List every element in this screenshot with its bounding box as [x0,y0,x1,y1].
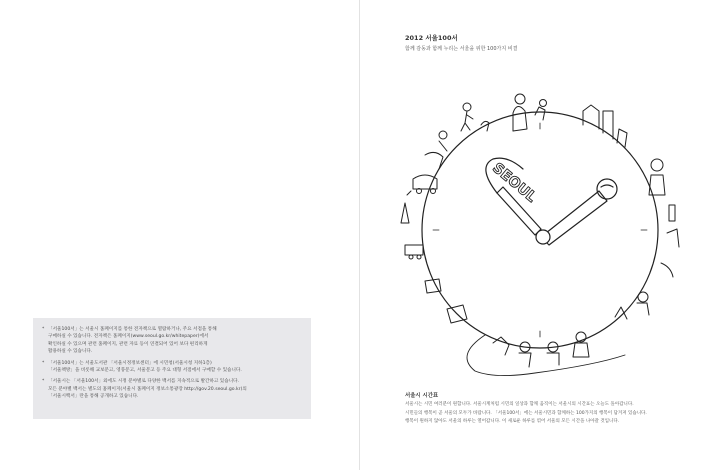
note-bullet: * [42,360,45,366]
notes-box [33,318,311,419]
clock-center [536,230,550,244]
page-subtitle: 함께 감동과 함께 누리는 서울을 위한 100가지 비결 [405,46,518,52]
clock-cable [467,335,625,376]
note-line: 구매하실 수 있습니다. 전자책은 홈페이지(www.seoul.go.kr/whitepaper)에서 [48,334,209,340]
seoul-clock-illustration [385,85,695,380]
caption-line: 시민들의 행복이 곧 서울의 모두가 바랍니다. 「서울100서」에는 서울시민과 함께하는 100가지의 행복이 담겨져 있습니다. [405,410,647,416]
note-line: 「서울100서」는 서울시 홈페이지를 통한 전자책으로 열람하거나, 주요 서점을 통해 [48,327,217,332]
note-item [42,360,301,375]
caption-line: 행복이 원하지 않아도 서울의 하루는 열어갑니다. 이 새로운 하루를 엮어 서울의 모든 시간을 나아갈 것입니다. [405,419,620,424]
page-title: 2012 서울100서 [405,34,458,42]
note-line: 모든 분야별 백서는 별도의 홈페이지(서울시 홈페이지 정보소통광장 http://gov.20.seoul.go.kr)의 [48,386,247,392]
note-line: 활용하실 수 있습니다. [48,349,93,355]
note-line: 「서울시백서」란을 통해 공개하고 있습니다. [48,394,139,400]
note-item [42,378,301,400]
caption-text [405,401,705,427]
clock-dial-label: SEOUL [489,160,540,206]
note-line: 「서울100서」는 서울도서관 「서울시정정보센터」에 시민청(서울시청 지하1층) [48,360,212,366]
note-line: 「서울시는 「서울100서」외에도 시정 분야별로 다양한 백서를 지속적으로 발간하고 있습니다. [48,379,240,385]
note-line: 「서울책방」을 비롯해 교보문고, 영풍문고, 서울문고 등 주요 대형 서점에서 구매할 수 있습니다. [48,368,242,374]
note-bullet: * [42,379,45,385]
caption-line: 서울시는 시민 여러분이 원합니다. 서울시계처럼 시민의 일상과 함께 움직이는 서울시의 시간표는 오늘도 돌아갑니다. [405,402,634,407]
note-line: 확인하실 수 있으며 관련 홈페이지, 관련 자료 등이 연결되어 있어 보다 편리하게 [48,341,208,347]
caption-title: 서울시 시간표 [405,393,439,399]
hour-hand [541,179,617,245]
note-item [42,326,301,356]
note-bullet: * [42,327,45,332]
